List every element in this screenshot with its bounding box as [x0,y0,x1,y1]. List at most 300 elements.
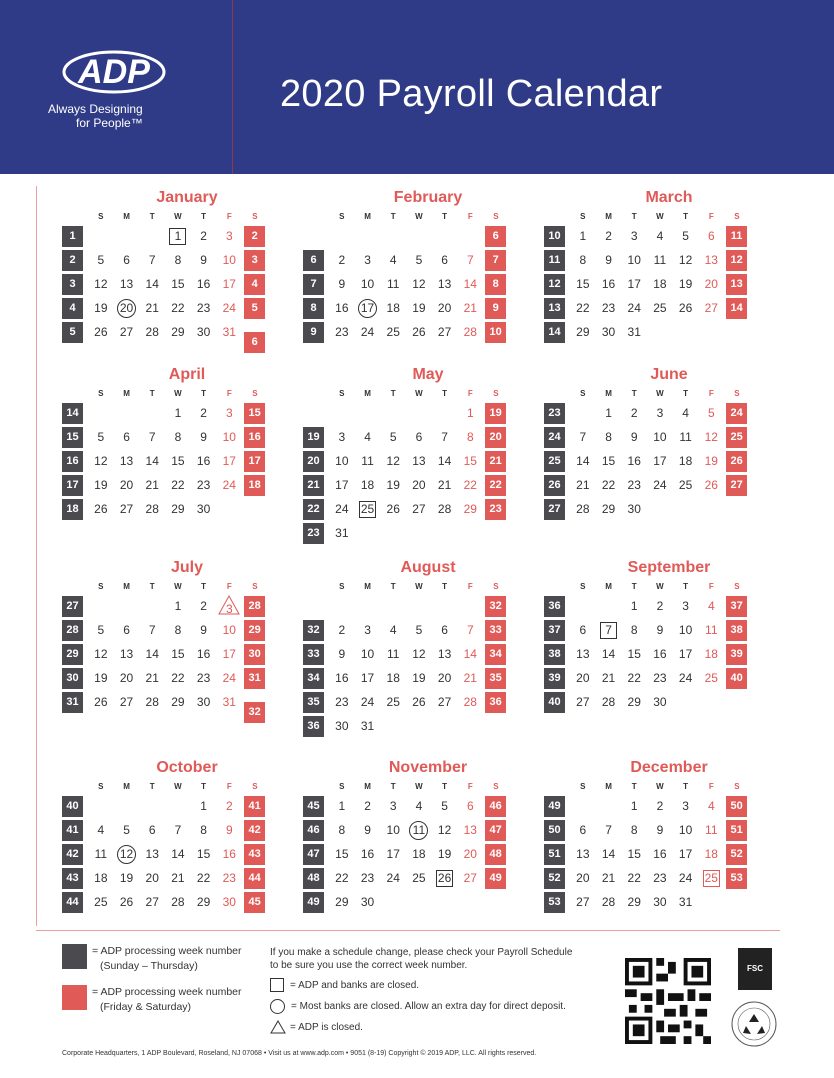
day-cell [114,820,140,840]
week-row [303,818,533,842]
month-january [62,188,292,365]
weekday-label: T [149,388,155,398]
day-number: 21 [145,671,159,685]
day-cell [673,427,699,447]
day-cell [329,523,355,543]
day-cell [216,298,242,318]
day-number: 26 [704,478,718,492]
day-number: 5 [682,229,689,243]
day-number: 21 [171,871,185,885]
day-number: 18 [360,478,375,492]
day-cell [329,250,355,270]
day-number: 8 [200,823,207,837]
day-cell [329,427,355,447]
day-cell [483,668,509,688]
day-cell [355,892,381,912]
note-line1: If you make a schedule change, please check your Payroll Schedule [270,947,573,958]
day-cell [165,475,191,495]
day-number: 19 [94,671,108,685]
week-number-badge: 49 [544,796,565,817]
week-row [62,818,292,842]
month-name: June [650,366,688,383]
weekday-label: M [605,211,612,221]
day-number: 15 [627,847,641,861]
week-number-badge: 21 [303,475,324,496]
day-cell [432,298,458,318]
day-number: 4 [707,599,715,613]
day-cell [724,796,750,816]
day-cell [698,844,724,864]
day-cell [457,796,483,816]
day-number: 4 [389,253,397,267]
day-cell [647,820,673,840]
day-number: 29 [171,695,185,709]
weekday-label: S [252,388,258,398]
day-number: 6 [441,623,448,637]
day-cell [216,844,242,864]
day-number: 15 [463,454,477,468]
day-cell [88,692,114,712]
day-number: 30 [653,895,667,909]
week-number-weekend-badge: 21 [485,451,506,472]
day-number: 25 [386,325,400,339]
day-cell [380,274,406,294]
day-number: 14 [437,454,452,468]
day-number: 31 [222,695,236,709]
month-april [62,365,292,558]
day-cell [673,298,699,318]
day-number: 23 [222,871,236,885]
week-number-badge: 20 [303,451,324,472]
weekday-label: M [123,781,130,791]
day-cell [329,298,355,318]
day-cell [216,892,242,912]
day-cell [432,668,458,688]
week-number-weekend-badge: 22 [485,475,506,496]
day-number: 16 [196,454,211,468]
day-number: 4 [682,406,689,420]
day-cell [380,620,406,640]
week-row [62,272,292,296]
day-cell [242,820,268,840]
weekday-header [544,578,774,594]
day-cell [457,451,483,471]
day-cell [329,499,355,519]
day-cell [483,596,509,616]
day-cell [432,620,458,640]
day-cell [570,451,596,471]
day-cell [483,844,509,864]
day-cell [432,274,458,294]
day-number: 27 [412,502,426,516]
calendar-grid [62,188,772,938]
day-number: 9 [605,253,612,267]
day-cell [165,451,191,471]
weekday-label: F [708,781,714,791]
week-row [303,425,533,449]
day-number: 18 [704,647,718,661]
day-cell [191,298,217,318]
day-cell [165,620,191,640]
legend-dark-line1: = ADP processing week number [92,945,242,957]
day-cell [88,250,114,270]
week-number-badge: 15 [62,427,83,448]
day-number: 10 [222,253,236,267]
day-number: 13 [576,847,590,861]
day-cell [114,844,140,864]
week-number-weekend-badge: 33 [485,620,506,641]
day-cell [621,274,647,294]
day-cell [483,250,509,270]
day-cell [698,820,724,840]
day-number: 3 [389,799,397,813]
legend-box-text: = ADP and banks are closed. [290,979,420,991]
day-cell [139,274,165,294]
day-number: 11 [361,454,374,468]
day-number: 24 [653,478,667,492]
week-number-weekend-badge: 16 [244,427,265,448]
day-number: 13 [437,647,452,661]
weekday-label: W [415,211,423,221]
day-number: 10 [386,823,400,837]
day-number: 26 [386,502,400,516]
day-number: 3 [656,406,664,420]
day-number: 31 [222,325,236,339]
day-cell [596,499,622,519]
day-number: 28 [145,502,159,516]
day-cell [380,427,406,447]
day-cell [621,403,647,423]
day-cell [242,451,268,471]
day-number: 6 [466,799,474,813]
day-cell [165,892,191,912]
weekday-label: S [580,211,586,221]
day-cell [483,868,509,888]
day-cell [329,844,355,864]
day-cell [570,892,596,912]
day-number: 23 [196,671,211,685]
day-cell [698,868,724,888]
week-row [303,666,533,690]
weekday-label: T [201,781,207,791]
day-cell [139,668,165,688]
day-cell [114,475,140,495]
week-row [303,272,533,296]
week-number-badge: 34 [303,668,324,689]
day-number: 27 [119,695,134,709]
weekday-label: F [467,581,473,591]
day-number: 9 [656,623,664,637]
day-number: 23 [360,871,375,885]
day-number: 24 [678,671,693,685]
day-number: 13 [412,454,426,468]
weekday-label: W [174,781,182,791]
day-cell [191,274,217,294]
day-number: 9 [225,823,233,837]
day-number: 29 [627,695,641,709]
day-number: 10 [360,647,375,661]
day-cell [165,868,191,888]
day-number: 13 [704,253,718,267]
legend-circle-row [270,999,566,1014]
closed-box-marker: 25 [360,502,375,516]
week-row [303,449,533,473]
day-cell [355,322,381,342]
day-number: 30 [196,325,211,339]
day-number: 20 [119,671,134,685]
day-number: 26 [412,325,426,339]
day-number: 14 [145,454,159,468]
day-number: 31 [335,526,349,540]
day-cell [621,226,647,246]
day-cell [329,644,355,664]
day-cell [216,668,242,688]
day-number: 22 [335,871,349,885]
week-number-badge: 11 [544,250,565,271]
week-number-badge: 25 [544,451,565,472]
day-number: 27 [437,325,452,339]
week-number-badge: 43 [62,868,83,889]
day-cell [570,250,596,270]
day-cell [596,668,622,688]
day-cell [621,596,647,616]
day-cell [621,644,647,664]
weekday-label: W [656,211,664,221]
weekday-label: S [734,581,740,591]
day-cell [114,668,140,688]
week-number-weekend-badge: 19 [485,403,506,424]
day-number: 19 [119,871,134,885]
weekday-label: T [390,781,396,791]
day-number: 4 [389,623,397,637]
month-name: July [170,559,203,576]
day-number: 11 [386,647,400,661]
day-cell [724,868,750,888]
week-number-weekend-badge: 6 [485,226,506,247]
day-number: 19 [704,454,718,468]
day-number: 21 [601,671,616,685]
day-cell [191,322,217,342]
week-number-weekend-badge: 17 [244,451,265,472]
week-row [544,666,774,690]
weekday-label: S [493,581,499,591]
weekday-label: W [656,388,664,398]
day-number: 29 [335,895,349,909]
day-cell [647,298,673,318]
day-number: 7 [148,253,156,267]
week-number-badge: 40 [62,796,83,817]
week-number-badge: 44 [62,892,83,913]
day-cell [329,820,355,840]
header-divider [232,0,233,174]
day-number: 22 [171,301,185,315]
month-september [544,558,774,758]
day-number: 2 [605,229,612,243]
week-number-weekend-badge: 27 [726,475,747,496]
day-cell [621,892,647,912]
day-cell [673,868,699,888]
day-cell [406,427,432,447]
day-cell [457,868,483,888]
day-cell [596,692,622,712]
day-number: 25 [678,478,693,492]
week-number-weekend-badge: 14 [726,298,747,319]
day-number: 22 [171,671,185,685]
day-cell [673,226,699,246]
day-number: 18 [386,671,400,685]
day-cell [380,250,406,270]
day-cell [483,499,509,519]
day-cell [329,322,355,342]
day-number: 2 [656,799,664,813]
week-number-badge: 50 [544,820,565,841]
day-cell [724,226,750,246]
week-row [303,521,533,545]
day-cell [191,844,217,864]
week-number-weekend-badge: 26 [726,451,747,472]
day-number: 2 [630,406,638,420]
day-number: 22 [171,478,185,492]
day-number: 29 [171,502,185,516]
week-number-badge: 53 [544,892,565,913]
day-cell [88,451,114,471]
weekday-header [62,778,292,794]
week-row [62,497,292,521]
day-number: 12 [94,647,108,661]
day-number: 26 [94,325,108,339]
day-cell [457,820,483,840]
week-number-weekend-badge: 2 [244,226,265,247]
day-number: 15 [335,847,349,861]
weekday-label: S [493,211,499,221]
week-row [303,690,533,714]
day-cell [673,820,699,840]
day-cell [165,250,191,270]
month-name: January [156,189,218,206]
day-number: 13 [576,647,590,661]
footer-text: Corporate Headquarters, 1 ADP Boulevard, Roseland, NJ 07068 • Visit us at www.adp.com • 9051 (8-19) Copyright © 2019 ADP, LLC. All rights reserved. [62,1050,537,1057]
day-cell [216,475,242,495]
day-cell [380,844,406,864]
weekday-label: T [149,781,155,791]
day-cell [216,820,242,840]
weekday-header [303,778,533,794]
day-cell [406,250,432,270]
day-number: 15 [627,647,641,661]
week-row [544,842,774,866]
day-cell [570,692,596,712]
day-number: 24 [627,301,641,315]
day-cell [165,403,191,423]
day-cell [673,844,699,864]
day-number: 3 [364,253,371,267]
day-cell [647,796,673,816]
day-number: 25 [94,895,108,909]
day-number: 4 [707,799,715,813]
day-cell [114,322,140,342]
day-number: 25 [386,695,400,709]
day-cell [216,403,242,423]
day-cell [570,274,596,294]
day-cell [570,620,596,640]
day-cell [380,644,406,664]
week-number-badge: 28 [62,620,83,641]
day-cell [139,692,165,712]
day-number: 1 [174,599,182,613]
day-number: 25 [412,871,426,885]
week-number-weekend-badge: 30 [244,644,265,665]
day-number: 8 [338,823,346,837]
day-number: 16 [360,847,375,861]
day-cell [483,427,509,447]
day-cell [647,596,673,616]
legend-dark-swatch [62,944,87,969]
weekday-header [544,385,774,401]
day-cell [88,844,114,864]
week-number-weekend-badge: 39 [726,644,747,665]
day-number: 24 [678,871,693,885]
weekday-label: M [364,388,371,398]
day-number: 29 [627,895,641,909]
day-cell [724,844,750,864]
weekday-label: T [442,781,448,791]
day-number: 11 [705,823,718,837]
day-cell [621,298,647,318]
day-cell [621,868,647,888]
adp-closed-triangle: 3 [218,596,240,616]
day-cell [483,475,509,495]
margin-rule [36,186,37,926]
day-number: 26 [678,301,693,315]
day-number: 24 [360,695,375,709]
week-row [303,794,533,818]
day-number: 30 [360,895,375,909]
day-cell [483,620,509,640]
week-row [544,642,774,666]
week-number-weekend-badge: 29 [244,620,265,641]
week-number-weekend-badge: 38 [726,620,747,641]
weekday-label: S [252,211,258,221]
day-cell [673,451,699,471]
day-cell [596,868,622,888]
day-number: 8 [630,623,638,637]
week-number-weekend-badge: 36 [485,692,506,713]
day-cell [432,451,458,471]
day-cell [406,298,432,318]
legend-dark-line2: (Sunday – Thursday) [100,960,198,972]
day-cell [457,499,483,519]
day-cell [596,403,622,423]
week-number-weekend-badge: 50 [726,796,747,817]
day-cell [406,844,432,864]
day-cell [88,274,114,294]
week-number-badge: 38 [544,644,565,665]
day-number: 11 [679,430,692,444]
day-cell [139,892,165,912]
day-number: 16 [653,647,667,661]
day-cell [432,796,458,816]
day-number: 2 [200,599,207,613]
weekday-label: T [683,211,689,221]
day-cell [724,644,750,664]
day-cell [647,274,673,294]
day-cell [698,298,724,318]
week-row [544,224,774,248]
day-number: 21 [145,478,159,492]
day-number: 5 [415,623,423,637]
day-cell [457,250,483,270]
day-number: 22 [627,671,641,685]
